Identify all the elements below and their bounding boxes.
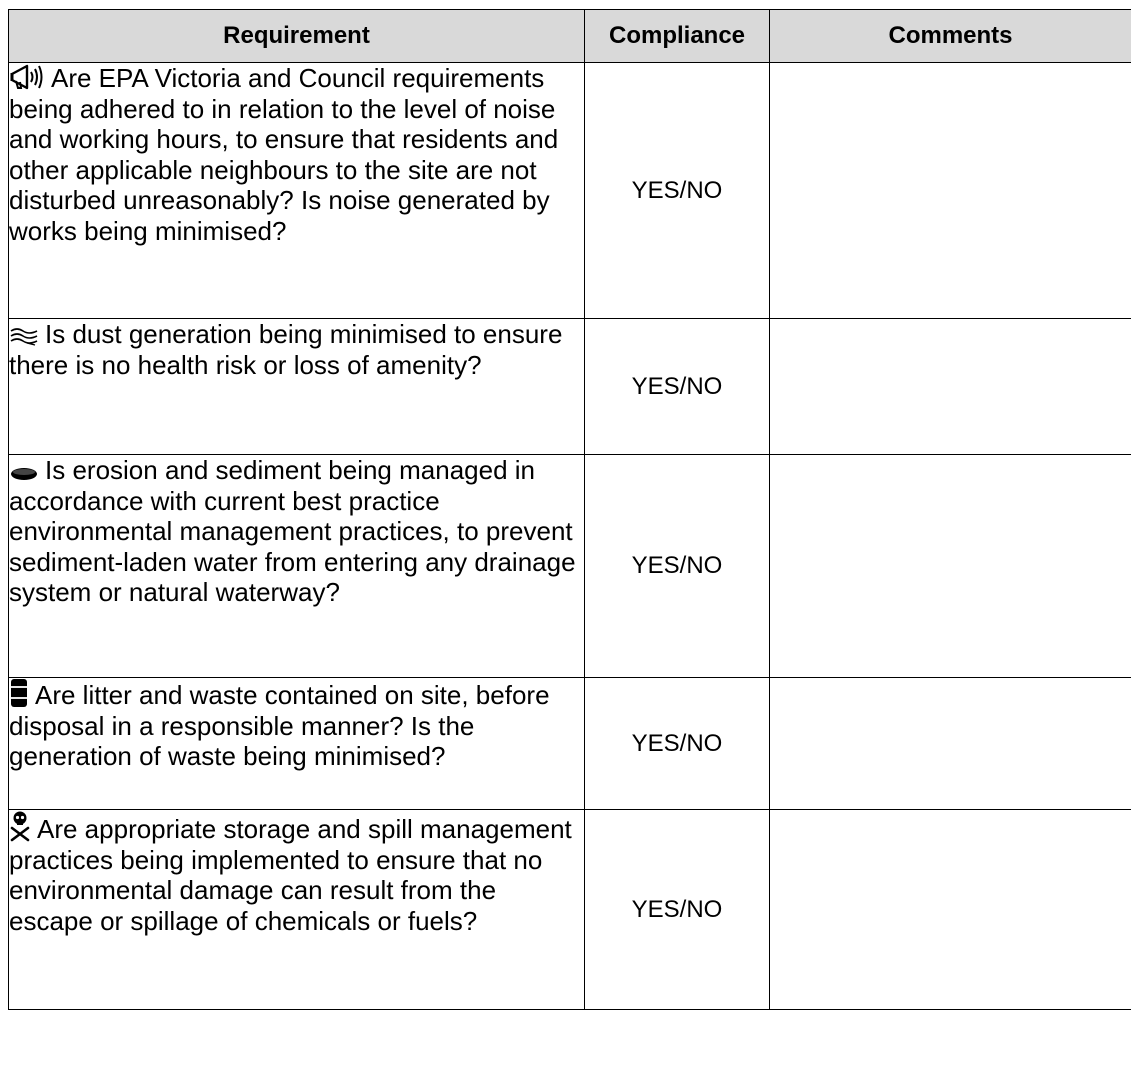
requirement-text: Are EPA Victoria and Council requirements being adhered to in relation to the level of noise and working hours, to ensure that residents and other applicable neighbours to the site are not disturbed unreasonably? Is noise generated by works being minimised? xyxy=(9,63,559,246)
dust-icon xyxy=(9,325,39,347)
compliance-cell[interactable]: YES/NO xyxy=(585,678,770,810)
requirement-text: Are litter and waste contained on site, before disposal in a responsible manner? Is the generation of waste being minimised? xyxy=(9,680,550,771)
requirement-cell xyxy=(9,678,585,810)
compliance-cell[interactable]: YES/NO xyxy=(585,319,770,455)
header-row xyxy=(9,10,1131,63)
requirement-cell xyxy=(9,319,585,455)
requirement-cell xyxy=(9,63,585,319)
table-row xyxy=(9,319,1131,455)
table-row xyxy=(9,455,1131,678)
requirement-cell xyxy=(9,810,585,1010)
compliance-cell[interactable]: YES/NO xyxy=(585,455,770,678)
header-requirement: Requirement xyxy=(9,10,585,63)
megaphone-icon xyxy=(9,63,45,91)
requirement-text: Are appropriate storage and spill management practices being implemented to ensure that no environmental damage can result from the escape or spillage of chemicals or fuels? xyxy=(9,814,572,936)
waste-barrel-icon xyxy=(9,678,29,708)
comments-cell[interactable] xyxy=(770,810,1131,1010)
compliance-cell[interactable]: YES/NO xyxy=(585,810,770,1010)
comments-cell[interactable] xyxy=(770,678,1131,810)
requirement-text: Is erosion and sediment being managed in accordance with current best practice environmental management practices, to prevent sediment-laden water from entering any drainage system or natural waterway? xyxy=(9,455,576,607)
table-row xyxy=(9,678,1131,810)
table-row xyxy=(9,63,1131,319)
comments-cell[interactable] xyxy=(770,63,1131,319)
table-row xyxy=(9,810,1131,1010)
header-compliance: Compliance xyxy=(585,10,770,63)
comments-cell[interactable] xyxy=(770,319,1131,455)
sediment-disc-icon xyxy=(9,463,39,483)
comments-cell[interactable] xyxy=(770,455,1131,678)
compliance-cell[interactable]: YES/NO xyxy=(585,63,770,319)
requirement-cell xyxy=(9,455,585,678)
requirement-text: Is dust generation being minimised to ensure there is no health risk or loss of amenity? xyxy=(9,319,563,380)
compliance-checklist-table xyxy=(8,9,1131,1010)
skull-crossbones-icon xyxy=(9,810,31,842)
header-comments: Comments xyxy=(770,10,1131,63)
